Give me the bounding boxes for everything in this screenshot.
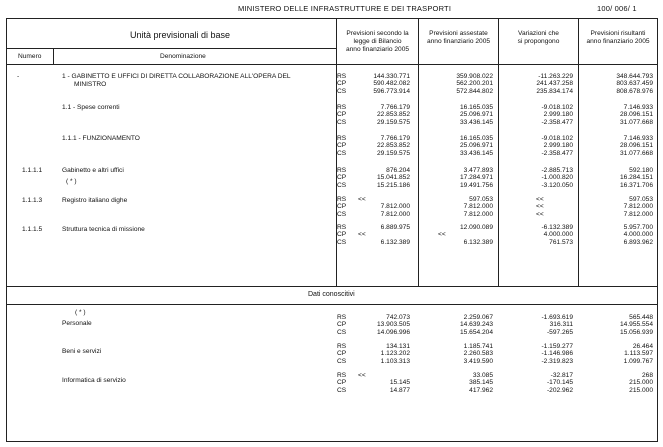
row-number: - xyxy=(17,73,20,80)
table-left-border xyxy=(6,18,7,442)
row-codes: RS CP CS xyxy=(337,196,347,218)
row-col2-values: 359.908.022 562.200.201 572.844.802 xyxy=(456,73,493,95)
col-previsioni-assestate-header: Previsioni assestate anno finanziario 2005 xyxy=(426,30,491,45)
page-number: 100/ 006/ 1 xyxy=(597,4,637,13)
row-col3-values: -6.132.389 4.000.000 761.573 xyxy=(541,224,573,246)
dati-col3-values: -1.693.619 316.311 -597.265 xyxy=(541,314,573,336)
dati-bottom-border xyxy=(6,304,658,305)
row-col2-values: 12.090.089 << 6.132.389 xyxy=(438,224,493,246)
row-denominazione: 1.1.1 - FUNZIONAMENTO xyxy=(62,135,140,142)
row-col4-values: 597.053 7.812.000 7.812.000 xyxy=(623,196,653,218)
ministry-title: MINISTERO DELLE INFRASTRUTTURE E DEI TRASPORTI xyxy=(238,4,452,13)
col-variazioni-header: Variazioni che si propongono xyxy=(517,30,560,45)
row-col2-values: 3.477.893 17.284.971 19.491.756 xyxy=(459,167,493,189)
table-top-border xyxy=(6,18,658,19)
dati-row-label: Beni e servizi xyxy=(62,348,102,355)
dati-row-label: Informatica di servizio xyxy=(62,377,126,384)
col-previsioni-bilancio-header: Previsioni secondo la legge di Bilancio anno finanziario 2005 xyxy=(345,30,410,53)
row-col2-values: 597.053 7.812.000 7.812.000 xyxy=(463,196,493,218)
row-col2-values: 16.165.035 25.096.971 33.436.145 xyxy=(459,104,493,126)
row-col4-values: 592.180 16.284.151 16.371.706 xyxy=(619,167,653,189)
dati-row-label: Personale xyxy=(62,320,92,327)
row-number: 1.1.1.1 xyxy=(22,167,43,174)
row-number: 1.1.1.5 xyxy=(22,226,43,233)
row-codes: RS CP CS xyxy=(337,224,347,246)
row-col1-values: 876.204 15.041.852 15.215.186 xyxy=(376,167,410,189)
row-col3-values: -9.018.102 2.999.180 -2.358.477 xyxy=(541,104,573,126)
row-codes: RS CP CS xyxy=(337,372,347,394)
row-col3-values: -9.018.102 2.999.180 -2.358.477 xyxy=(541,135,573,157)
col-divider-4 xyxy=(578,18,579,286)
row-col1-values: 6.889.975 << 6.132.389 xyxy=(358,224,410,246)
header-divider-1 xyxy=(6,48,336,49)
table-bottom-border xyxy=(6,441,658,442)
table-title: Unità previsionali di base xyxy=(130,30,231,40)
dati-col3-values: -32.817 -170.145 -202.962 xyxy=(546,372,573,394)
dati-col1-values: 742.073 13.903.505 14.096.996 xyxy=(376,314,410,336)
col-numero-header: Numero xyxy=(18,53,42,60)
row-codes: RS CP CS xyxy=(337,73,347,95)
row-col1-values: 7.766.179 22.853.852 29.159.575 xyxy=(376,104,410,126)
dati-col4-values: 565.448 14.955.554 15.056.939 xyxy=(619,314,653,336)
col-divider-3 xyxy=(498,18,499,286)
row-denominazione: Gabinetto e altri uffici ( * ) xyxy=(62,167,124,185)
row-col4-values: 7.146.933 28.096.151 31.077.668 xyxy=(619,104,653,126)
row-codes: RS CP CS xyxy=(337,104,347,126)
row-codes: RS CP CS xyxy=(337,135,347,157)
col-divider-2 xyxy=(418,18,419,286)
dati-col4-values: 268 215.000 215.000 xyxy=(629,372,653,394)
numero-col-divider xyxy=(53,48,54,65)
row-col1-values: 144.330.771 590.482.082 596.773.914 xyxy=(373,73,410,95)
row-col4-values: 348.644.793 803.637.459 808.678.976 xyxy=(616,73,653,95)
table-right-border xyxy=(657,18,658,442)
col-denominazione-header: Denominazione xyxy=(160,53,206,60)
dati-col1-values: 134.131 1.123.202 1.103.313 xyxy=(380,343,410,365)
col-previsioni-risultanti-header: Previsioni risultanti anno finanziario 2005 xyxy=(586,30,650,45)
row-col3-values: << << << xyxy=(536,196,544,218)
row-number: 1.1.1.3 xyxy=(22,197,43,204)
dati-col2-values: 1.185.741 2.260.583 3.419.590 xyxy=(463,343,493,365)
dati-col2-values: 2.259.067 14.639.243 15.654.204 xyxy=(459,314,493,336)
row-denominazione: Struttura tecnica di missione xyxy=(62,226,145,233)
dati-col2-values: 33.085 385.145 417.962 xyxy=(469,372,493,394)
row-denominazione: 1.1 - Spese correnti xyxy=(62,104,120,111)
dati-col4-values: 26.464 1.113.597 1.099.767 xyxy=(623,343,653,365)
row-col1-values: << 7.812.000 7.812.000 xyxy=(358,196,410,218)
row-col4-values: 7.146.933 28.096.151 31.077.668 xyxy=(619,135,653,157)
row-col3-values: -2.885.713 -1.000.820 -3.120.050 xyxy=(541,167,573,189)
row-col3-values: -11.263.229 241.437.258 235.834.174 xyxy=(536,73,573,95)
dati-conoscitivi-title: Dati conoscitivi xyxy=(308,291,355,298)
dati-col3-values: -1.159.277 -1.146.986 -2.319.823 xyxy=(541,343,573,365)
dati-col1-values: << 15.145 14.877 xyxy=(358,372,410,394)
row-codes: RS CP CS xyxy=(337,167,347,189)
row-denominazione: Registro italiano dighe xyxy=(62,197,128,204)
row-col2-values: 16.165.035 25.096.971 33.436.145 xyxy=(459,135,493,157)
row-codes: RS CP CS xyxy=(337,343,347,365)
dati-note: ( * ) xyxy=(75,309,86,316)
header-divider-2 xyxy=(6,64,658,65)
dati-top-border xyxy=(6,286,658,287)
row-col1-values: 7.766.179 22.853.852 29.159.575 xyxy=(376,135,410,157)
row-denominazione: 1 - GABINETTO E UFFICI DI DIRETTA COLLABORAZIONE ALL'OPERA DEL MINISTRO xyxy=(62,73,291,88)
row-col4-values: 5.957.700 4.000.000 6.893.962 xyxy=(623,224,653,246)
row-codes: RS CP CS xyxy=(337,314,347,336)
